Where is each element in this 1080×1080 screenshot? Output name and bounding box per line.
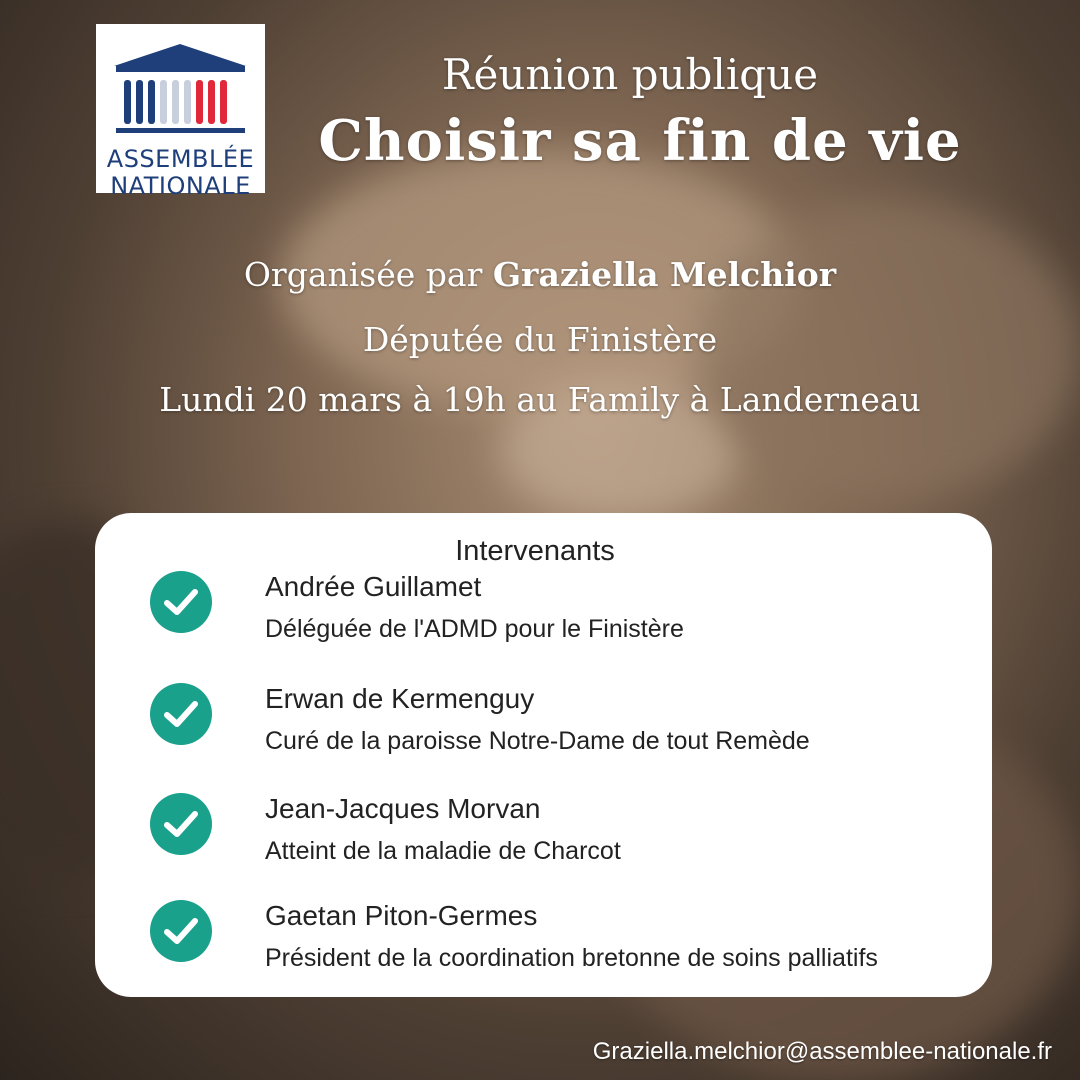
event-kicker: Réunion publique	[441, 50, 819, 99]
organised-by-label: Organisée par	[243, 255, 483, 294]
speaker-item	[95, 793, 992, 893]
organiser-line	[60, 255, 1020, 294]
speakers-card	[95, 513, 992, 997]
speaker-name: Gaetan Piton-Germes	[265, 900, 538, 931]
speaker-role: Déléguée de l'ADMD pour le Finistère	[265, 615, 684, 643]
speaker-name: Andrée Guillamet	[265, 571, 482, 602]
event-date-location: Lundi 20 mars à 19h au Family à Landerneau	[159, 380, 921, 419]
logo-line-1: ASSEMBLÉE	[106, 145, 255, 173]
speaker-item	[95, 900, 992, 1000]
parliament-building-icon	[96, 24, 265, 149]
speaker-item	[95, 571, 992, 671]
speaker-name: Jean-Jacques Morvan	[265, 793, 541, 824]
speaker-name: Erwan de Kermenguy	[265, 683, 535, 714]
contact-email[interactable]: Graziella.melchior@assemblee-nationale.fr	[592, 1038, 1052, 1065]
event-title: Choisir sa fin de vie	[318, 108, 962, 174]
organiser-role: Députée du Finistère	[362, 320, 718, 359]
check-icon	[150, 683, 212, 745]
assemblee-nationale-logo	[96, 24, 265, 200]
speaker-role: Curé de la paroisse Notre-Dame de tout Remède	[265, 727, 810, 755]
logo-line-2: NATIONALE	[110, 172, 251, 200]
check-icon	[150, 900, 212, 962]
organiser-name: Graziella Melchior	[492, 255, 837, 294]
speaker-role: Atteint de la maladie de Charcot	[265, 837, 621, 865]
speaker-item	[95, 683, 992, 783]
speakers-heading: Intervenants	[455, 535, 615, 567]
check-icon	[150, 793, 212, 855]
speaker-role: Président de la coordination bretonne de soins palliatifs	[265, 944, 878, 972]
check-icon	[150, 571, 212, 633]
